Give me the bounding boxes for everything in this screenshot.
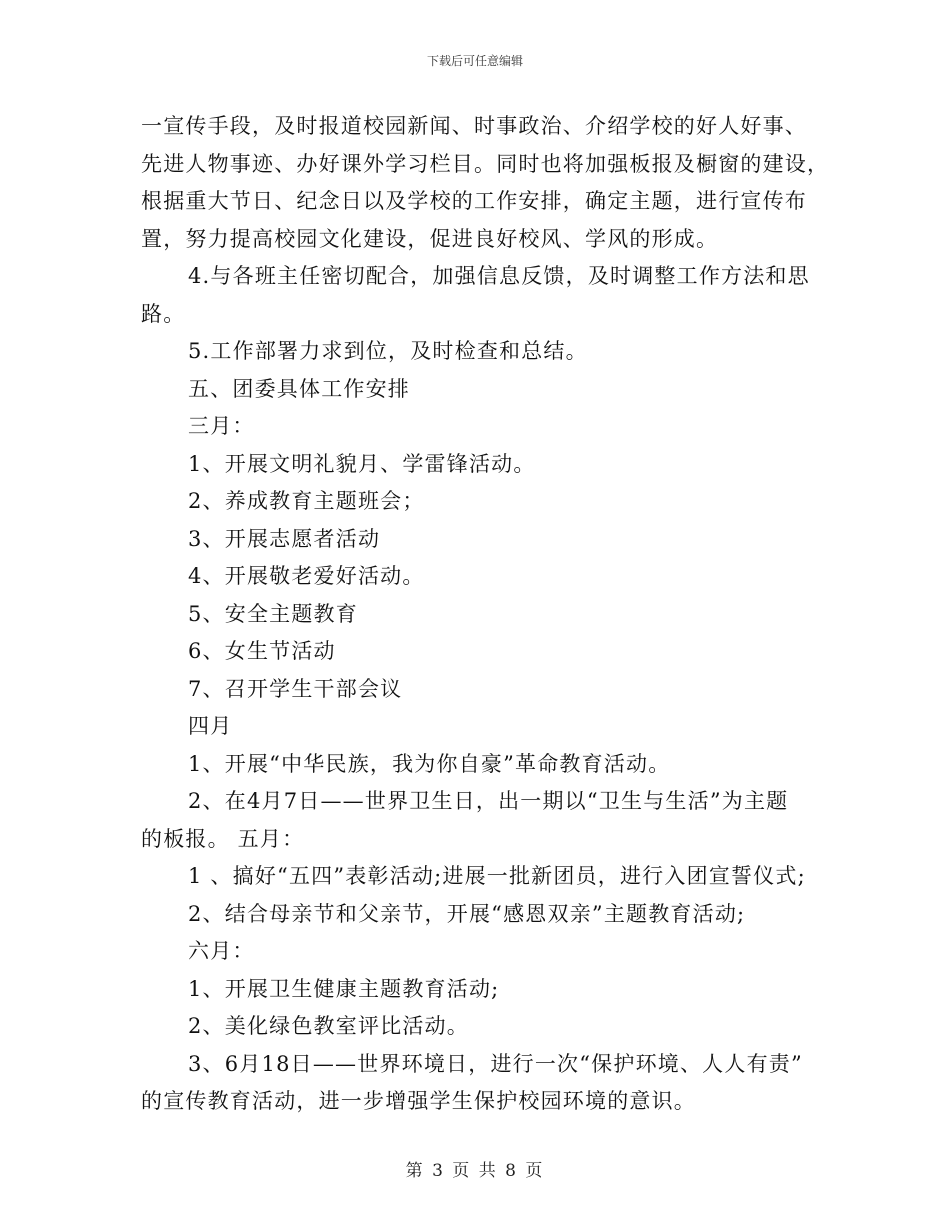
text-line: 1、开展“中华民族，我为你自豪”革命教育活动。 bbox=[188, 751, 671, 776]
text-line: 四月 bbox=[188, 714, 233, 738]
text-line: 2、美化绿色教室评比活动。 bbox=[188, 1014, 469, 1038]
text-line: 5、安全主题教育 bbox=[188, 601, 358, 626]
document-body bbox=[141, 108, 830, 1121]
text-line: 五、团委具体工作安排 bbox=[188, 376, 410, 401]
text-line: 1、开展卫生健康主题教育活动; bbox=[188, 976, 500, 1001]
text-line: 路。 bbox=[141, 301, 186, 326]
text-line: 3、6月18日——世界环境日，进行一次“保护环境、人人有责” bbox=[188, 1051, 803, 1076]
text-line: 2、结合母亲节和父亲节，开展“感恩双亲”主题教育活动; bbox=[188, 901, 746, 926]
text-line: 的宣传教育活动，进一步增强学生保护校园环境的意识。 bbox=[141, 1089, 696, 1113]
text-line: 2、养成教育主题班会； bbox=[188, 489, 425, 513]
text-line: 先进人物事迹、办好课外学习栏目。同时也将加强板报及橱窗的建设， bbox=[141, 151, 830, 176]
text-line: 6、女生节活动 bbox=[188, 639, 336, 663]
text-line: 5.工作部署力求到位，及时检查和总结。 bbox=[188, 339, 588, 363]
text-line: 3、开展志愿者活动 bbox=[188, 526, 381, 551]
text-line: 2、在4月7日——世界卫生日，出一期以“卫生与生活”为主题 bbox=[188, 789, 789, 813]
text-line: 1 、搞好“五四”表彰活动;进展一批新团员，进行入团宣誓仪式; bbox=[188, 864, 806, 888]
page-number-footer: 第 3 页 共 8 页 bbox=[405, 1161, 545, 1181]
text-line: 三月： bbox=[188, 414, 255, 438]
text-line: 置，努力提高校园文化建设，促进良好校风、学风的形成。 bbox=[141, 226, 719, 251]
text-line: 7、召开学生干部会议 bbox=[188, 676, 403, 701]
text-line: 的板报。 五月： bbox=[141, 826, 305, 851]
text-line: 根据重大节日、纪念日以及学校的工作安排，确定主题，进行宣传布 bbox=[141, 189, 807, 213]
text-line: 4.与各班主任密切配合，加强信息反馈，及时调整工作方法和思 bbox=[188, 264, 810, 288]
text-line: 4、开展敬老爱好活动。 bbox=[188, 564, 425, 588]
text-line: 一宣传手段，及时报道校园新闻、时事政治、介绍学校的好人好事、 bbox=[141, 114, 807, 138]
text-line: 六月： bbox=[188, 939, 255, 963]
page-header: 下载后可任意编辑 bbox=[426, 54, 523, 68]
text-line: 1、开展文明礼貌月、学雷锋活动。 bbox=[188, 451, 536, 476]
